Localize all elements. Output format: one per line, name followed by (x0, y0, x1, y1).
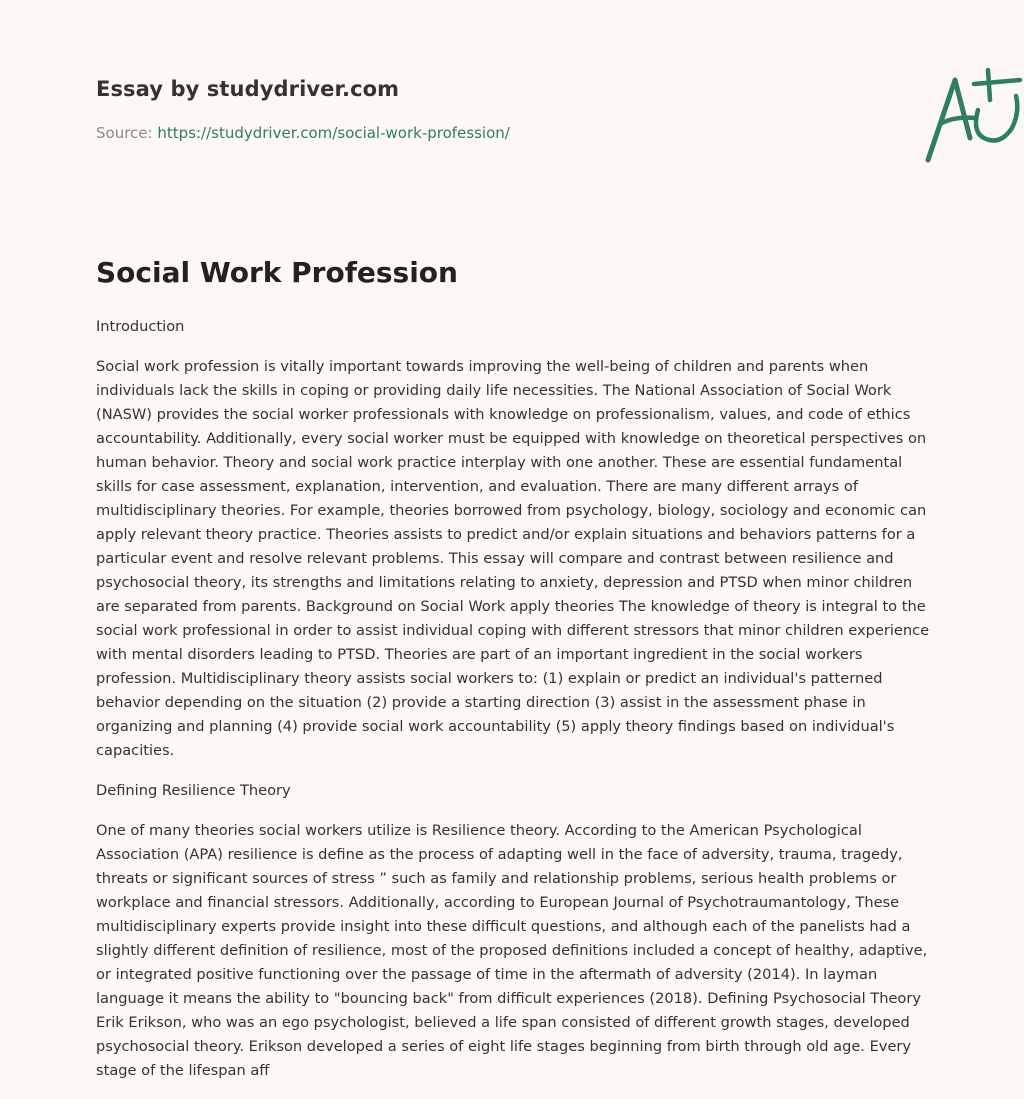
section-heading-introduction: Introduction (96, 318, 185, 335)
a-plus-logo-icon (920, 66, 1024, 166)
source-label: Source: (96, 124, 153, 142)
paragraph-resilience: One of many theories social workers utilize is Resilience theory. According to the American Psychological Association (APA) resilience is define as the process of adapting well in the face of adversity, trauma, tragedy, threats or significant sources of stress ” such as family and relationship problems, serious health problems or workplace and financial stressors. Additionally, according to European Journal of Psychotraumantology, These multidisciplinary experts provide insight into these difficult questions, and although each of the panelists had a slightly different definition of resilience, most of the proposed definitions included a concept of healthy, adaptive, or integrated positive functioning over the passage of time in the aftermath of adversity (2014). In layman language it means the ability to "bouncing back" from difficult experiences (2018). Defining Psychosocial Theory Erik Erikson, who was an ego psychologist, believed a life span consisted of different growth stages, developed psychosocial theory. Erikson developed a series of eight life stages beginning from birth through old age. Every stage of the lifespan aff (96, 822, 928, 1079)
source-link[interactable]: https://studydriver.com/social-work-profession/ (157, 124, 510, 142)
paragraph-introduction: Social work profession is vitally important towards improving the well-being of children and parents when individuals lack the skills in coping or providing daily life necessities. The National Association of Social Work (NASW) provides the social worker professionals with knowledge on professionalism, values, and code of ethics accountability. Additionally, every social worker must be equipped with knowledge on theoretical perspectives on human behavior. Theory and social work practice interplay with one another. These are essential fundamental skills for case assessment, explanation, intervention, and evaluation. There are many different arrays of multidisciplinary theories. For example, theories borrowed from psychology, biology, sociology and economic can apply relevant theory practice. Theories assists to predict and/or explain situations and behaviors patterns for a particular event and resolve relevant problems. This essay will compare and contrast between resilience and psychosocial theory, its strengths and limitations relating to anxiety, depression and PTSD when minor children are separated from parents. Background on Social Work apply theories The knowledge of theory is integral to the social work professional in order to assist individual coping with different stressors that minor children experience with mental disorders leading to PTSD. Theories are part of an important ingredient in the social workers profession. Multidisciplinary theory assists social workers to: (1) explain or predict an individual's patterned behavior depending on the situation (2) provide a starting direction (3) assist in the assessment phase in organizing and planning (4) provide social work accountability (5) apply theory findings based on individual's capacities. (96, 358, 930, 759)
site-brand-title: Essay by studydriver.com (96, 77, 400, 101)
section-heading-resilience: Defining Resilience Theory (96, 782, 291, 799)
essay-body (96, 315, 936, 1099)
essay-title: Social Work Profession (96, 256, 458, 289)
source-line (96, 124, 510, 142)
